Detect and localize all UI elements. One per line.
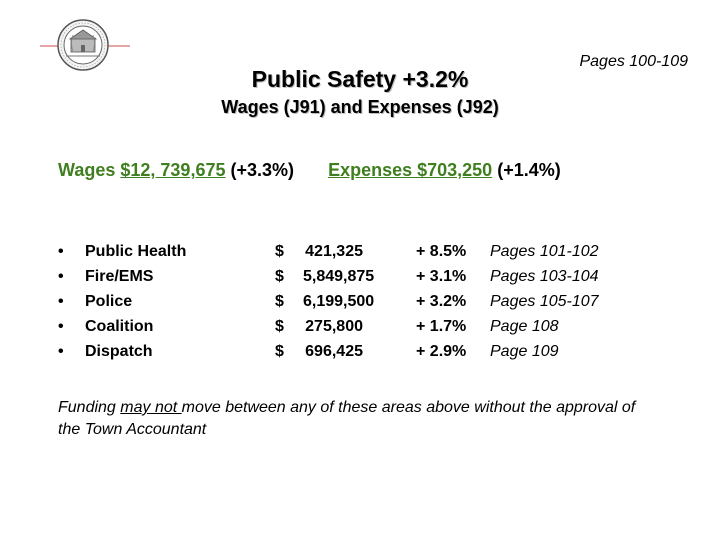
department-amount: 275,800 <box>305 318 363 335</box>
department-amount: 421,325 <box>305 243 363 260</box>
town-seal-icon <box>56 18 110 72</box>
department-name: Dispatch <box>85 343 153 360</box>
department-amount: 696,425 <box>305 343 363 360</box>
department-amount: 6,199,500 <box>303 293 375 310</box>
department-pages: Pages 105-107 <box>490 293 599 310</box>
funding-note <box>58 397 658 441</box>
seal-rule-right <box>108 45 130 47</box>
department-name: Police <box>85 293 133 310</box>
currency-symbol: $ <box>275 293 284 310</box>
list-item <box>58 243 658 268</box>
pages-reference: Pages 100-109 <box>579 53 688 70</box>
list-item <box>58 268 658 293</box>
currency-symbol: $ <box>275 243 284 260</box>
department-list <box>58 243 658 368</box>
list-item <box>58 343 658 368</box>
department-change: + 3.2% <box>416 293 467 310</box>
bullet: • <box>58 318 64 335</box>
bullet: • <box>58 293 64 310</box>
page-subtitle: Wages (J91) and Expenses (J92) <box>221 97 499 117</box>
department-name: Fire/EMS <box>85 268 154 285</box>
note-emphasis: may not <box>120 399 182 416</box>
currency-symbol: $ <box>275 343 284 360</box>
bullet: • <box>58 343 64 360</box>
currency-symbol: $ <box>275 268 284 285</box>
department-pages: Page 108 <box>490 318 559 335</box>
expenses-amount: Expenses $703,250 <box>328 160 493 180</box>
department-pages: Pages 103-104 <box>490 268 599 285</box>
department-change: + 8.5% <box>416 243 467 260</box>
department-pages: Pages 101-102 <box>490 243 599 260</box>
department-change: + 3.1% <box>416 268 467 285</box>
expenses-change: (+1.4%) <box>497 160 561 180</box>
wages-change: (+3.3%) <box>230 160 295 180</box>
note-prefix: Funding <box>58 399 121 416</box>
list-item <box>58 318 658 343</box>
department-name: Public Health <box>85 243 187 260</box>
department-amount: 5,849,875 <box>303 268 375 285</box>
note-suffix: move between any of these areas above without the approval of the Town Accountant <box>58 399 636 438</box>
department-pages: Page 109 <box>490 343 559 360</box>
currency-symbol: $ <box>275 318 284 335</box>
page-title: Public Safety +3.2% <box>251 66 469 92</box>
list-item <box>58 293 658 318</box>
wages-label: Wages <box>58 160 116 180</box>
department-change: + 1.7% <box>416 318 467 335</box>
bullet: • <box>58 243 64 260</box>
seal-area <box>40 18 130 70</box>
budget-summary <box>58 160 561 181</box>
department-name: Coalition <box>85 318 154 335</box>
bullet: • <box>58 268 64 285</box>
department-change: + 2.9% <box>416 343 467 360</box>
wages-amount: $12, 739,675 <box>120 160 226 180</box>
